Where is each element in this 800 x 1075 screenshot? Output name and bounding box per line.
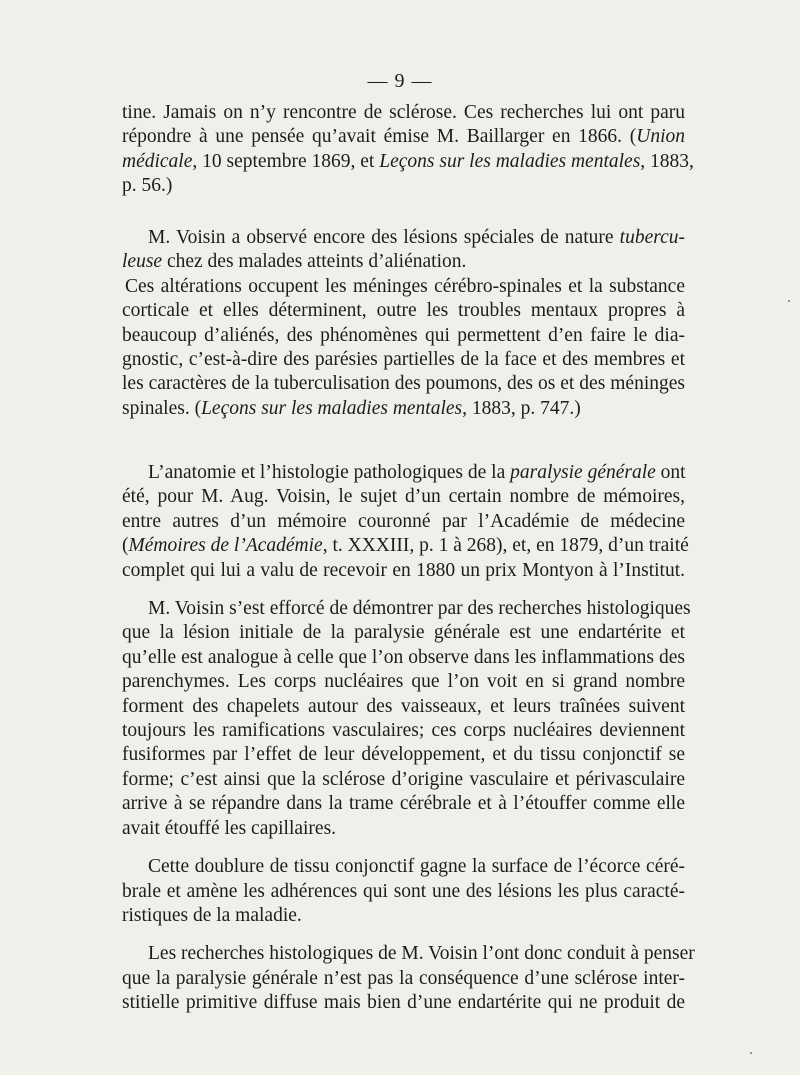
- text-line: Ces altérations occupent les méninges cérébro-spinales et la substance: [125, 275, 685, 297]
- text-line: Cette doublure de tissu conjonctif gagne la surface de l’écorce céré-: [148, 856, 685, 878]
- text-line: arrive à se répandre dans la trame cérébrale et à l’étouffer comme elle: [122, 793, 685, 815]
- text-line: que la lésion initiale de la paralysie générale est une endartérite et: [122, 622, 685, 644]
- text-line: toujours les ramifications vasculaires; ces corps nucléaires deviennent: [122, 720, 685, 742]
- paragraph-1: [122, 101, 694, 199]
- text-line: beaucoup d’aliénés, des phénomènes qui permettent d’en faire le dia-: [122, 324, 685, 346]
- text-line: fusiformes par l’effet de leur développement, et du tissu conjonctif se: [122, 744, 685, 766]
- text-line: qu’elle est analogue à celle que l’on observe dans les inflammations des: [122, 646, 685, 668]
- text-line: stitielle primitive diffuse mais bien d’une endartérite qui ne produit de: [122, 992, 685, 1014]
- text-line: parenchymes. Les corps nucléaires que l’on voit en si grand nombre: [122, 671, 685, 693]
- text-line: (Mémoires de l’Académie, t. XXXIII, p. 1 à 268), et, en 1879, d’un traité: [122, 535, 689, 557]
- text-line: les caractères de la tuberculisation des poumons, des os et des méninges: [122, 373, 685, 395]
- text-line: que la paralysie générale n’est pas la conséquence d’une sclérose inter-: [122, 967, 685, 989]
- paragraph-3: [122, 275, 685, 421]
- text-line: leuse chez des malades atteints d’aliénation.: [122, 251, 467, 273]
- text-line: tine. Jamais on n’y rencontre de sclérose. Ces recherches lui ont paru: [122, 102, 685, 123]
- text-line: forme; c’est ainsi que la sclérose d’origine vasculaire et périvasculaire: [122, 768, 685, 790]
- paragraph-4: [122, 461, 689, 583]
- text-line: forment des chapelets autour des vaisseaux, et leurs traînées suivent: [122, 695, 685, 717]
- text-block-top: [122, 101, 694, 199]
- text-line: M. Voisin s’est efforcé de démontrer par des recherches histologiques: [148, 598, 691, 620]
- text-line: été, pour M. Aug. Voisin, le sujet d’un certain nombre de mémoires,: [122, 486, 685, 508]
- paper-speck: [788, 300, 790, 302]
- paper-speck: [750, 1052, 752, 1054]
- text-line: répondre à une pensée qu’avait émise M. Baillarger en 1866. (Union: [122, 126, 685, 148]
- text-line: entre autres d’un mémoire couronné par l’Académie de médecine: [122, 510, 685, 532]
- text-line: L’anatomie et l’histologie pathologiques de la paralysie générale ont: [148, 462, 686, 483]
- text-line: p. 56.): [122, 175, 173, 197]
- text-block-middle: [122, 226, 685, 421]
- paragraph-5: [122, 597, 691, 841]
- text-line: M. Voisin a observé encore des lésions spéciales de nature tubercu-: [148, 227, 685, 248]
- text-line: spinales. (Leçons sur les maladies mentales, 1883, p. 747.): [122, 397, 581, 419]
- text-line: gnostic, c’est-à-dire des parésies partielles de la face et des membres et: [122, 349, 685, 371]
- text-block-bottom: [122, 461, 695, 1016]
- text-line: ristiques de la maladie.: [122, 904, 302, 926]
- text-line: Les recherches histologiques de M. Voisin l’ont donc conduit à penser: [148, 943, 695, 965]
- paragraph-6: [122, 855, 685, 928]
- text-line: complet qui lui a valu de recevoir en 1880 un prix Montyon à l’Institut.: [122, 559, 685, 581]
- page-number: — 9 —: [367, 70, 433, 92]
- text-line: avait étouffé les capillaires.: [122, 817, 337, 839]
- text-line: brale et amène les adhérences qui sont une des lésions les plus caracté-: [122, 880, 685, 902]
- paragraph-2: [122, 226, 685, 275]
- text-line: corticale et elles déterminent, outre les troubles mentaux propres à: [122, 300, 685, 322]
- text-line: médicale, 10 septembre 1869, et Leçons sur les maladies mentales, 1883,: [122, 150, 694, 172]
- paragraph-7: [122, 942, 695, 1015]
